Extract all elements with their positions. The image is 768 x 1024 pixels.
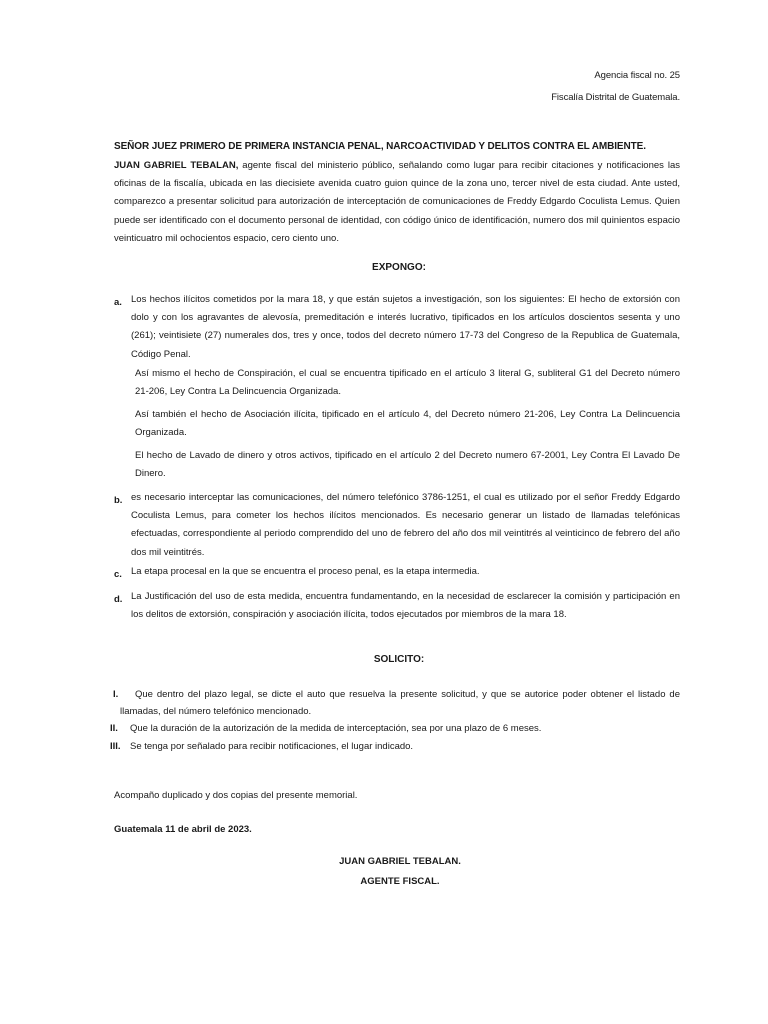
intro-name: JUAN GABRIEL TEBALAN, xyxy=(114,160,239,171)
item-marker: a. xyxy=(114,297,122,308)
item-marker: d. xyxy=(114,594,123,605)
expongo-item-d xyxy=(114,588,680,624)
item-marker: I. xyxy=(113,689,119,700)
solicito-item-2 xyxy=(110,720,680,737)
item-text: Que dentro del plazo legal, se dicte el auto que resuelva la presente solicitud, y que se autorice poder obtener el listado de llamadas, del número telefónico mencionado. xyxy=(120,689,680,717)
item-text: Los hechos ilícitos cometidos por la mara 18, y que están sujetos a investigación, son los siguientes: El hecho de extorsión con dolo y con los agravantes de alevosía, premeditación e interés lucrativo, tipificados en los artículos doscientos sesenta y uno (261); veintisiete (27) numerales dos, tres y once, todos del decreto número 17-73 del Congreso de la Republica de Guatemala, Código Penal. xyxy=(131,294,680,360)
expongo-sub-conspiracion: Así mismo el hecho de Conspiración, el cual se encuentra tipificado en el artículo 3 literal G, subliteral G1 del Decreto número 21-206, Ley Contra La Delincuencia Organizada. xyxy=(135,368,680,398)
intro-text: agente fiscal del ministerio público, señalando como lugar para recibir citaciones y notificaciones las oficinas de la fiscalía, ubicada en las diecisiete avenida cuatro guion quince de la zona uno, tercer nivel de esta ciudad. Ante usted, comparezco a presentar solicitud para autorización de interceptación de comunicaciones de Freddy Edgardo Coculista Lemus. Quien puede ser identificado con el documento personal de identidad, con código único de identificación, numero dos mil quinientos espacio veinticuatro mil ochocientos espacio, cero ciento uno. xyxy=(114,160,680,244)
solicito-item-1 xyxy=(110,686,680,720)
intro-paragraph xyxy=(114,157,680,248)
item-marker: b. xyxy=(114,495,123,506)
signature-name: JUAN GABRIEL TEBALAN. xyxy=(339,856,461,867)
item-text: Que la duración de la autorización de la medida de interceptación, sea por una plazo de 6 meses. xyxy=(130,723,542,734)
expongo-sub-lavado: El hecho de Lavado de dinero y otros activos, tipificado en el artículo 2 del Decreto numero 67-2001, Ley Contra El Lavado De Dinero. xyxy=(135,450,680,480)
header-agency: Agencia fiscal no. 25 xyxy=(594,70,680,81)
item-text: es necesario interceptar las comunicaciones, del número telefónico 3786-1251, el cual es utilizado por el señor Freddy Edgardo Coculista Lemus, para cometer los hechos ilícitos mencionados. Es necesario generar un listado de llamadas telefónicas efectuadas, correspondiente al periodo comprendido del uno de febrero del año dos mil veintitrés al veinticinco de febrero del año dos mil veintitrés. xyxy=(131,492,680,558)
header-district: Fiscalía Distrital de Guatemala. xyxy=(551,92,680,103)
item-text: La etapa procesal en la que se encuentra el proceso penal, es la etapa intermedia. xyxy=(131,566,480,577)
expongo-sub-asociacion: Así también el hecho de Asociación ilícita, tipificado en el artículo 4, del Decreto número 21-206, Ley Contra La Delincuencia Organizada. xyxy=(135,409,680,439)
expongo-item-c xyxy=(114,563,680,581)
expongo-item-b xyxy=(114,489,680,562)
item-marker: II. xyxy=(110,723,118,734)
solicito-item-3 xyxy=(110,738,680,755)
item-marker: III. xyxy=(110,741,121,752)
expongo-heading: EXPONGO: xyxy=(372,262,426,273)
closing-statement: Acompaño duplicado y dos copias del presente memorial. xyxy=(114,790,358,801)
expongo-item-a xyxy=(114,291,680,364)
salutation: SEÑOR JUEZ PRIMERO DE PRIMERA INSTANCIA PENAL, NARCOACTIVIDAD Y DELITOS CONTRA EL AMBIENTE. xyxy=(114,141,646,152)
document-date: Guatemala 11 de abril de 2023. xyxy=(114,824,252,835)
item-marker: c. xyxy=(114,569,122,580)
item-text: Se tenga por señalado para recibir notificaciones, el lugar indicado. xyxy=(130,741,414,752)
item-text: La Justificación del uso de esta medida, encuentra fundamentando, en la necesidad de esclarecer la comisión y participación en los delitos de extorsión, conspiración y asociación ilícita, todos ejecutados por miembros de la mara 18. xyxy=(131,591,680,621)
solicito-heading: SOLICITO: xyxy=(373,654,425,665)
signature-role: AGENTE FISCAL. xyxy=(360,876,440,887)
